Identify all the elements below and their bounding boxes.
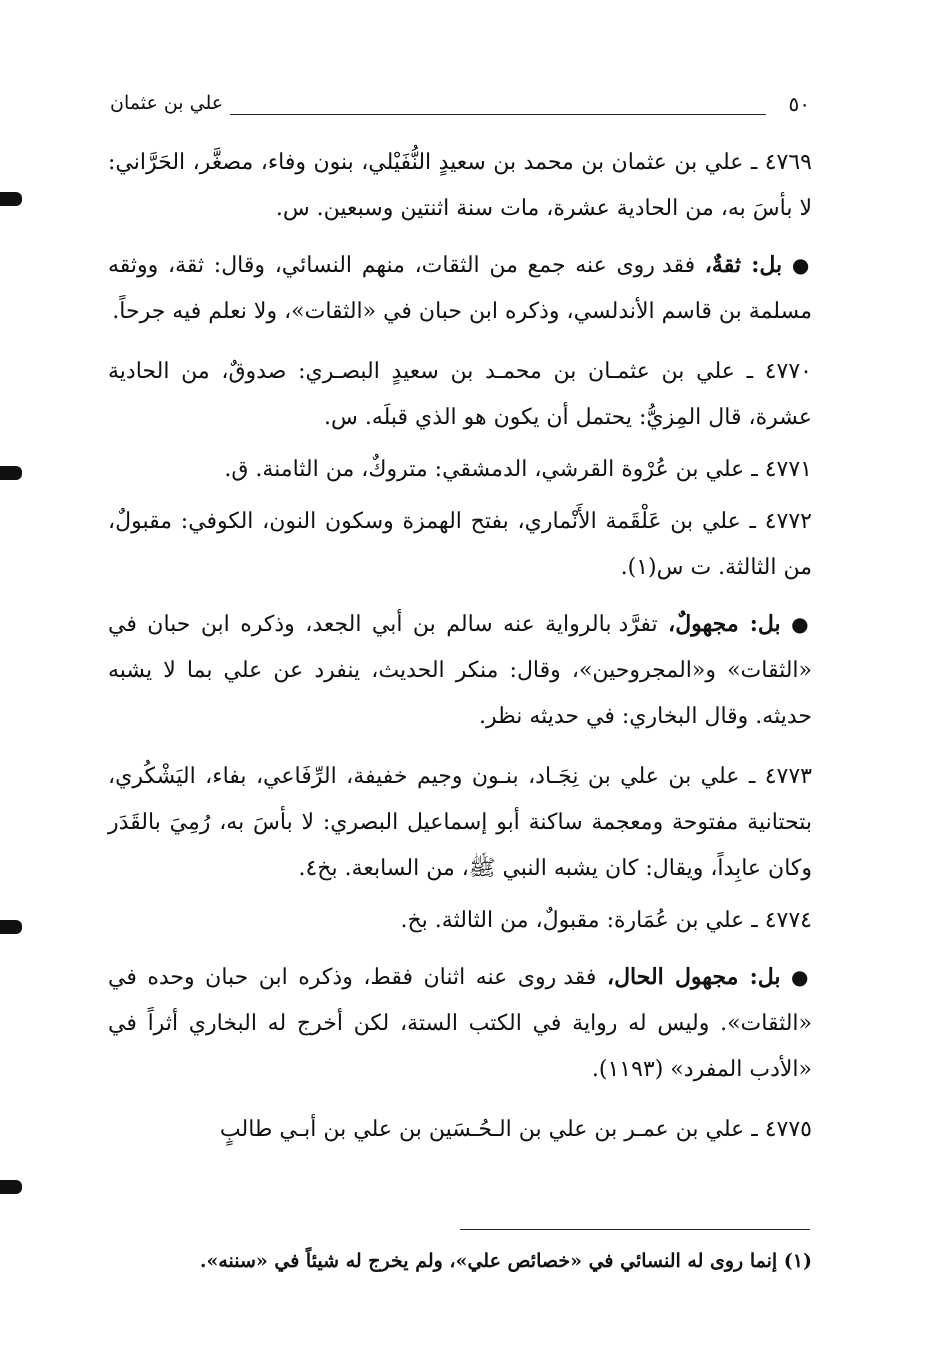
page-number: ٥٠ [788,92,810,116]
running-title: علي بن عثمان [110,92,224,114]
page-edge-mark [0,1180,22,1194]
entry-4771: ٤٧٧١ ـ علي بن عُرْوة القرشي، الدمشقي: متروكٌ، من الثامنة. ق. [224,457,812,482]
entry-4775: ٤٧٧٥ ـ علي بن عمـر بن علي بن الـحُـسَين بن علي بن أبـي طالبٍ [219,1117,812,1142]
note-text: فقد روى عنه اثنان فقط، وذكره ابن حبان وحده في «الثقات». وليس له رواية في الكتب الستة، لكن أخرج له البخاري أثراً في «الأدب المفرد» (١١٩٣). [108,965,812,1082]
footnote: (١) إنما روى له النسائي في «خصائص علي»، ولم يخرج له شيئاً في «سننه». [199,1250,812,1272]
entry-4772: ٤٧٧٢ ـ علي بن عَلْقَمة الأَنْماري، بفتح الهمزة وسكون النون، الكوفي: مقبولٌ، من الثالثة. ت س(١). [108,509,812,580]
note-4774 [108,954,812,1093]
note-label: بل: ثقةٌ، [704,252,783,278]
entry-4774: ٤٧٧٤ ـ علي بن عُمَارة: مقبولٌ، من الثالثة. بخ. [400,908,812,933]
note-label: بل: مجهول الحال، [606,964,781,990]
bullet-icon: ● [791,612,813,636]
bullet-icon: ● [791,253,812,277]
footnote-rule [460,1229,810,1230]
entry-4769: ٤٧٦٩ ـ علي بن عثمان بن محمد بن سعيدٍ النُّفَيْلي، بنون وفاء، مصغَّر، الحَرَّاني: لا بأسَ به، من الحادية عشرة، مات سنة اثنتين وسبعين. س. [108,150,812,221]
header-rule [230,114,766,115]
note-text: فقد روى عنه جمع من الثقات، منهم النسائي، وقال: ثقة، ووثقه مسلمة بن قاسم الأندلسي، وذكره ابن حبان في «الثقات»، ولا نعلم فيه جرحاً. [108,253,812,324]
bullet-icon: ● [791,965,812,989]
note-label: بل: مجهولٌ، [668,611,781,637]
page-header [110,92,810,122]
note-4772 [108,601,812,740]
entry-4773: ٤٧٧٣ ـ علي بن علي بن نِجَـاد، بنـون وجيم خفيفة، الرِّفَاعي، بفاء، اليَشْكُري، بتحتانية مفتوحة ومعجمة ساكنة أبو إسماعيل البصري: لا بأسَ به، رُمِيَ بالقَدَر وكان عابِداً، ويقال: كان يشبه النبي ﷺ، من السابعة. بخ٤. [108,764,812,881]
page-body [108,140,812,1159]
note-4769 [108,242,812,335]
page-edge-mark [0,192,22,206]
note-text: تفرَّد بالرواية عنه سالم بن أبي الجعد، وذكره ابن حبان في «الثقات» و«المجروحين»، وقال: منكر الحديث، ينفرد عن علي بما لا يشبه حديثه. وقال البخاري: في حديثه نظر. [108,612,812,729]
page-edge-mark [0,466,22,480]
page-edge-mark [0,920,22,934]
entry-4770: ٤٧٧٠ ـ علي بن عثمـان بن محمـد بن سعيدٍ البصـري: صدوقٌ، من الحادية عشرة، قال المِزيُّ: يحتمل أن يكون هو الذي قبلَه. س. [108,359,812,430]
